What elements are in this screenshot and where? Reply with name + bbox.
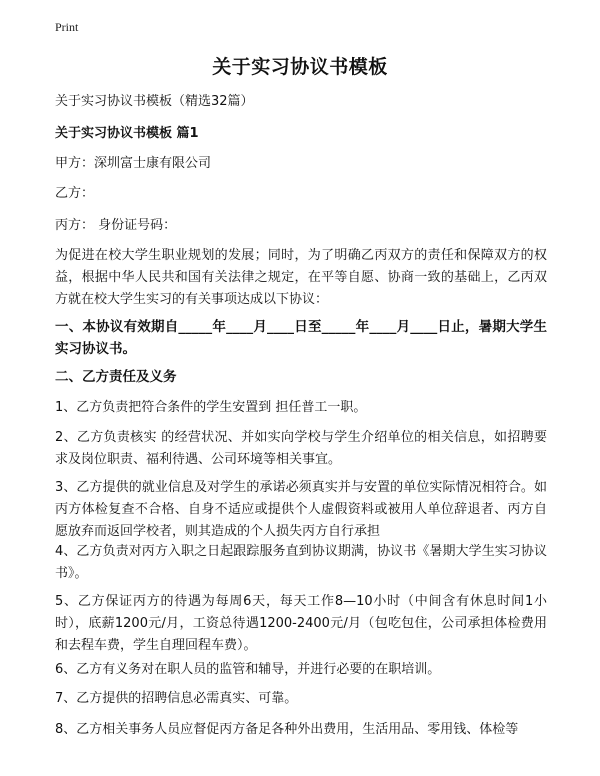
subtitle: 关于实习协议书模板（精选32篇） — [55, 94, 254, 109]
clause-item: 2、乙方负责核实 的经营状况、并如实向学校与学生介绍单位的相关信息，如招聘要求及岗位职责、福利待遇、公司环境等相关事宜。 — [55, 430, 547, 467]
party-b-line: 乙方： — [55, 186, 95, 201]
clause-item: 3、乙方提供的就业信息及对学生的承诺必须真实并与安置的单位实际情况相符合。如丙方体检复查不合格、自身不适应或提供个人虚假资料或被用人单位辞退者、丙方自愿放弃而返回学校者，则其造成的个人损失丙方自行承担 — [55, 480, 547, 539]
party-c-line: 丙方： 身份证号码： — [55, 218, 177, 233]
clause-item: 1、乙方负责把符合条件的学生安置到 担任普工一职。 — [55, 400, 367, 415]
clause-1-heading: 一、本协议有效期自_____年____月____日至_____年____月____日止，暑期大学生实习协议书。 — [55, 319, 547, 357]
clause-item: 7、乙方提供的招聘信息必需真实、可靠。 — [55, 691, 298, 706]
document-title: 关于实习协议书模板 — [212, 56, 388, 78]
section-title: 关于实习协议书模板 篇1 — [55, 126, 199, 141]
clause-item: 6、乙方有义务对在职人员的监管和辅导，并进行必要的在职培训。 — [55, 662, 441, 677]
clause-item: 4、乙方负责对丙方入职之日起跟踪服务直到协议期满，协议书《暑期大学生实习协议书》。 — [55, 544, 547, 581]
party-a-line: 甲方：深圳富士康有限公司 — [55, 156, 212, 171]
clause-2-heading: 二、乙方责任及义务 — [55, 369, 177, 385]
intro-paragraph: 为促进在校大学生职业规划的发展；同时，为了明确乙丙双方的责任和保障双方的权益，根据中华人民共和国有关法律之规定，在平等自愿、协商一致的基础上，乙丙双方就在校大学生实习的有关事项达成以下协议： — [55, 248, 547, 307]
print-label: Print — [55, 20, 79, 34]
clause-item: 5、乙方保证丙方的待遇为每周6天，每天工作8—10小时（中间含有休息时间1小时），底薪1200元/月，工资总待遇1200-2400元/月（包吃包住，公司承担体检费用和去程车费，学生自理回程车费）。 — [55, 594, 547, 653]
clause-item: 8、乙方相关事务人员应督促丙方备足各种外出费用，生活用品、零用钱、体检等 — [55, 722, 519, 737]
